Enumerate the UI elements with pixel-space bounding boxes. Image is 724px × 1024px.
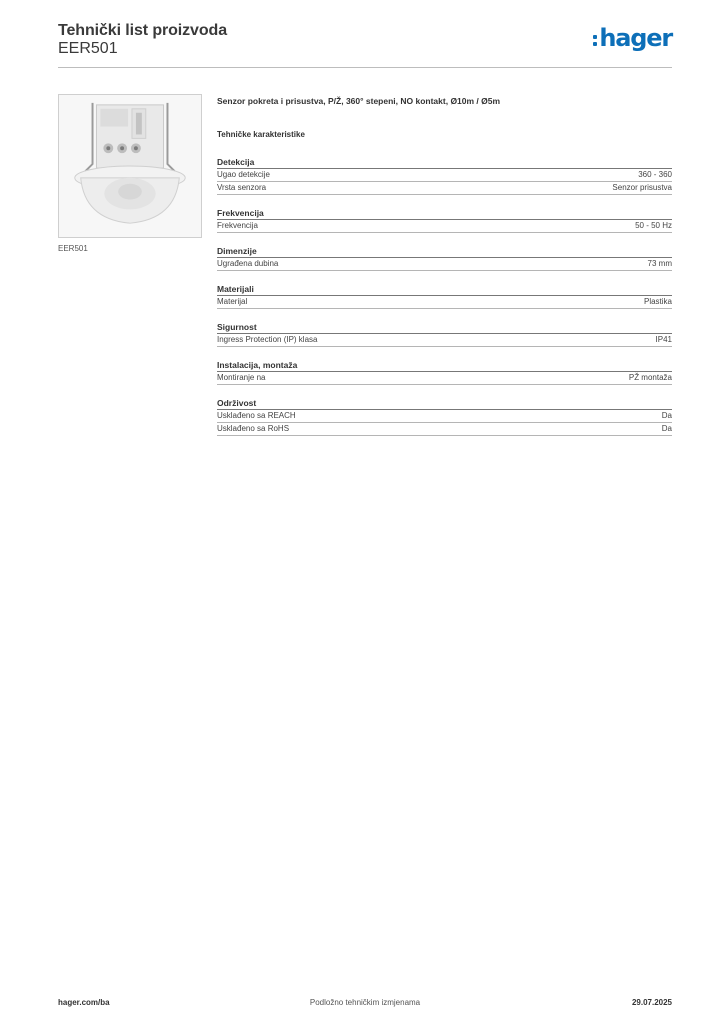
spec-label: Ugrađena dubina	[217, 259, 279, 268]
image-caption: EER501	[58, 244, 88, 253]
header-divider	[58, 67, 672, 68]
product-image	[58, 94, 202, 238]
spec-group	[217, 246, 672, 271]
characteristics-list	[217, 157, 672, 436]
spec-value: 360 - 360	[638, 170, 672, 179]
spec-row	[217, 410, 672, 423]
spec-value: Senzor prisustva	[612, 183, 672, 192]
spec-group-title: Održivost	[217, 398, 672, 410]
spec-group	[217, 398, 672, 436]
footer-note: Podložno tehničkim izmjenama	[309, 998, 421, 1007]
spec-group	[217, 322, 672, 347]
spec-label: Frekvencija	[217, 221, 258, 230]
spec-group	[217, 208, 672, 233]
spec-group	[217, 157, 672, 195]
footer-date: 29.07.2025	[631, 998, 672, 1007]
spec-row	[217, 182, 672, 195]
spec-label: Ugao detekcije	[217, 170, 270, 179]
spec-value: PŽ montaža	[628, 373, 672, 382]
document-title: Tehnički list proizvoda	[58, 22, 227, 39]
product-code: EER501	[58, 40, 118, 57]
product-description: Senzor pokreta i prisustva, P/Ž, 360° stepeni, NO kontakt, Ø10m / Ø5m	[217, 96, 501, 106]
spec-label: Materijal	[217, 297, 248, 306]
spec-label: Usklađeno sa REACH	[217, 411, 296, 420]
spec-value: Da	[661, 424, 672, 433]
hager-logo	[593, 24, 672, 52]
spec-value: 73 mm	[647, 259, 672, 268]
spec-group-title: Materijali	[217, 284, 672, 296]
spec-group-title: Frekvencija	[217, 208, 672, 220]
spec-group-title: Detekcija	[217, 157, 672, 169]
product-content	[217, 96, 672, 436]
spec-row	[217, 334, 672, 347]
spec-row	[217, 169, 672, 182]
logo-text: hager	[599, 24, 672, 52]
spec-row	[217, 258, 672, 271]
spec-row	[217, 423, 672, 436]
footer-website[interactable]: hager.com/ba	[58, 998, 110, 1007]
spec-label: Usklađeno sa RoHS	[217, 424, 290, 433]
spec-group-title: Sigurnost	[217, 322, 672, 334]
spec-group-title: Instalacija, montaža	[217, 360, 672, 372]
spec-row	[217, 296, 672, 309]
logo-dots-icon	[593, 35, 597, 46]
page-footer	[58, 998, 672, 1010]
spec-value: IP41	[655, 335, 672, 344]
page-header	[58, 20, 672, 68]
spec-row	[217, 372, 672, 385]
spec-group	[217, 284, 672, 309]
motion-sensor-image-icon	[59, 95, 201, 237]
section-title: Tehničke karakteristike	[217, 130, 305, 139]
spec-label: Ingress Protection (IP) klasa	[217, 335, 318, 344]
spec-value: Da	[661, 411, 672, 420]
spec-group	[217, 360, 672, 385]
spec-value: 50 - 50 Hz	[635, 221, 672, 230]
spec-label: Vrsta senzora	[217, 183, 267, 192]
spec-label: Montiranje na	[217, 373, 266, 382]
spec-group-title: Dimenzije	[217, 246, 672, 258]
spec-value: Plastika	[643, 297, 672, 306]
spec-row	[217, 220, 672, 233]
